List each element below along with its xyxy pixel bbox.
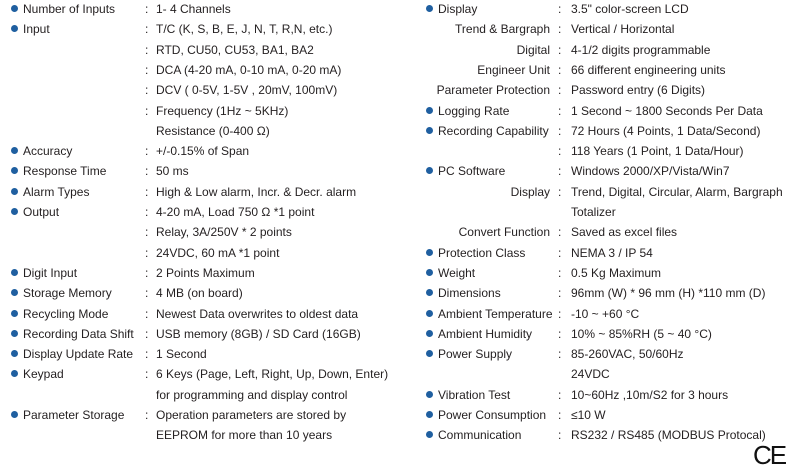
- spec-row: [426, 283, 792, 303]
- spec-label: Digital: [516, 42, 550, 57]
- bullet-icon: [11, 330, 18, 337]
- spec-row: [426, 80, 792, 100]
- spec-label: Recycling Mode: [23, 306, 109, 321]
- spec-label: Keypad: [23, 367, 64, 382]
- spec-value: 85-260VAC, 50/60Hz: [571, 347, 684, 362]
- spec-row: [11, 161, 411, 181]
- colon-separator: :: [558, 408, 562, 422]
- bullet-icon: [426, 411, 433, 418]
- bullet-icon: [426, 167, 433, 174]
- spec-value: Saved as excel files: [571, 225, 678, 240]
- bullet-icon: [426, 391, 433, 398]
- bullet-icon: [11, 5, 18, 12]
- spec-label: Logging Rate: [438, 103, 510, 118]
- spec-label: Input: [23, 22, 50, 37]
- bullet-icon: [11, 310, 18, 317]
- spec-row: [426, 182, 792, 202]
- colon-separator: :: [558, 245, 562, 260]
- spec-value: Password entry (6 Digits): [571, 83, 706, 98]
- spec-row: [426, 304, 792, 324]
- bullet-icon: [11, 147, 18, 154]
- bullet-icon: [11, 350, 18, 357]
- colon-separator: :: [145, 286, 149, 301]
- spec-value: DCV ( 0-5V, 1-5V , 20mV, 100mV): [156, 83, 338, 98]
- spec-value: 72 Hours (4 Points, 1 Data/Second): [571, 123, 761, 138]
- spec-row: [426, 364, 792, 384]
- spec-label: Display: [438, 2, 478, 16]
- colon-separator: :: [145, 103, 149, 118]
- colon-separator: :: [558, 164, 562, 179]
- colon-separator: :: [145, 2, 149, 16]
- colon-separator: :: [558, 286, 562, 301]
- bullet-icon: [11, 208, 18, 215]
- bullet-icon: [11, 370, 18, 377]
- spec-row: [11, 202, 411, 222]
- spec-row: [11, 182, 411, 202]
- spec-label: Alarm Types: [23, 184, 90, 199]
- colon-separator: :: [558, 123, 562, 138]
- spec-row: [11, 364, 411, 384]
- spec-value: 6 Keys (Page, Left, Right, Up, Down, Enter): [156, 367, 389, 382]
- spec-row: [426, 405, 792, 425]
- colon-separator: :: [145, 62, 149, 77]
- spec-row: [426, 141, 792, 161]
- spec-row: [426, 324, 792, 344]
- colon-separator: :: [145, 205, 149, 219]
- spec-value: ≤10 W: [571, 408, 606, 422]
- spec-value: 10% ~ 85%RH (5 ~ 40 °C): [571, 326, 712, 341]
- bullet-icon: [11, 289, 18, 296]
- colon-separator: :: [145, 83, 149, 98]
- spec-row: [426, 40, 792, 60]
- spec-row: [426, 202, 792, 222]
- spec-value: 4-1/2 digits programmable: [571, 42, 711, 57]
- spec-value: -10 ~ +60 °C: [571, 306, 640, 321]
- colon-separator: :: [558, 306, 562, 321]
- spec-label: Dimensions: [438, 286, 501, 301]
- spec-value: 118 Years (1 Point, 1 Data/Hour): [571, 144, 744, 159]
- bullet-icon: [426, 310, 433, 317]
- spec-label: Convert Function: [458, 225, 550, 240]
- spec-label: Output: [23, 205, 60, 219]
- spec-row: [426, 344, 792, 364]
- bullet-icon: [426, 431, 433, 438]
- spec-label: Display Update Rate: [23, 347, 134, 362]
- spec-label: Communication: [438, 428, 522, 443]
- colon-separator: :: [558, 265, 562, 280]
- spec-row: [426, 243, 792, 263]
- colon-separator: :: [145, 144, 149, 159]
- colon-separator: :: [558, 144, 562, 159]
- spec-row: [426, 19, 792, 39]
- spec-row: [426, 161, 792, 181]
- spec-label: PC Software: [438, 164, 506, 179]
- spec-label: Vibration Test: [438, 387, 511, 402]
- spec-value: DCA (4-20 mA, 0-10 mA, 0-20 mA): [156, 62, 342, 77]
- colon-separator: :: [145, 347, 149, 362]
- spec-row: [11, 121, 411, 141]
- spec-value: High & Low alarm, Incr. & Decr. alarm: [156, 184, 357, 199]
- bullet-icon: [426, 330, 433, 337]
- spec-label: Power Supply: [438, 347, 513, 362]
- spec-row: [11, 60, 411, 80]
- bullet-icon: [426, 269, 433, 276]
- spec-row: [11, 141, 411, 161]
- spec-row: [426, 385, 792, 405]
- spec-row: [11, 80, 411, 100]
- spec-value: 96mm (W) * 96 mm (H) *110 mm (D): [571, 286, 766, 301]
- spec-value: EEPROM for more than 10 years: [156, 428, 333, 443]
- colon-separator: :: [145, 22, 149, 37]
- spec-row: [11, 0, 411, 19]
- colon-separator: :: [145, 265, 149, 280]
- spec-value: Frequency (1Hz ~ 5KHz): [156, 103, 289, 118]
- spec-label: Number of Inputs: [23, 2, 116, 16]
- spec-label: Engineer Unit: [477, 62, 550, 77]
- bullet-icon: [426, 350, 433, 357]
- spec-label: Accuracy: [23, 144, 73, 159]
- colon-separator: :: [558, 184, 562, 199]
- spec-value: NEMA 3 / IP 54: [571, 245, 653, 260]
- bullet-icon: [11, 411, 18, 418]
- spec-value: Operation parameters are stored by: [156, 408, 347, 422]
- spec-value: 3.5" color-screen LCD: [571, 2, 689, 16]
- spec-row: [11, 263, 411, 283]
- spec-label: Ambient Temperature: [438, 306, 553, 321]
- colon-separator: :: [145, 245, 149, 260]
- spec-value: 10~60Hz ,10m/S2 for 3 hours: [571, 387, 729, 402]
- spec-row: [426, 263, 792, 283]
- spec-value: Resistance (0-400 Ω): [156, 123, 270, 138]
- spec-value: 4-20 mA, Load 750 Ω *1 point: [156, 205, 315, 219]
- spec-label: Storage Memory: [23, 286, 112, 301]
- spec-row: [426, 121, 792, 141]
- spec-row: [11, 344, 411, 364]
- spec-value: 50 ms: [156, 164, 189, 179]
- spec-value: Trend, Digital, Circular, Alarm, Bargraph: [571, 184, 783, 199]
- spec-row: [11, 425, 411, 445]
- spec-row: [11, 19, 411, 39]
- colon-separator: :: [558, 83, 562, 98]
- spec-row: [11, 283, 411, 303]
- spec-label: Parameter Protection: [436, 83, 550, 98]
- colon-separator: :: [558, 103, 562, 118]
- colon-separator: :: [558, 347, 562, 362]
- spec-row: [426, 425, 792, 445]
- spec-row: [11, 101, 411, 121]
- spec-value: Totalizer: [571, 205, 616, 219]
- spec-label: Recording Data Shift: [23, 326, 134, 341]
- spec-value: 1 Second: [156, 347, 207, 362]
- bullet-icon: [426, 5, 433, 12]
- colon-separator: :: [145, 164, 149, 179]
- bullet-icon: [11, 25, 18, 32]
- bullet-icon: [426, 107, 433, 114]
- colon-separator: :: [558, 326, 562, 341]
- colon-separator: :: [145, 326, 149, 341]
- spec-label: Ambient Humidity: [438, 326, 533, 341]
- spec-value: USB memory (8GB) / SD Card (16GB): [156, 326, 361, 341]
- spec-value: 24VDC, 60 mA *1 point: [156, 245, 280, 260]
- spec-value: Relay, 3A/250V * 2 points: [156, 225, 292, 240]
- spec-value: 66 different engineering units: [571, 62, 726, 77]
- spec-value: 24VDC: [571, 367, 610, 382]
- spec-label: Display: [510, 184, 550, 199]
- spec-value: 1- 4 Channels: [156, 2, 231, 16]
- bullet-icon: [11, 269, 18, 276]
- colon-separator: :: [145, 184, 149, 199]
- spec-label: Weight: [438, 265, 476, 280]
- spec-value: 1 Second ~ 1800 Seconds Per Data: [571, 103, 763, 118]
- colon-separator: :: [558, 428, 562, 443]
- spec-value: Windows 2000/XP/Vista/Win7: [571, 164, 730, 179]
- spec-row: [11, 405, 411, 425]
- spec-row: [11, 385, 411, 405]
- spec-row: [426, 60, 792, 80]
- colon-separator: :: [145, 225, 149, 240]
- colon-separator: :: [145, 367, 149, 382]
- spec-value: RTD, CU50, CU53, BA1, BA2: [156, 42, 314, 57]
- bullet-icon: [426, 249, 433, 256]
- colon-separator: :: [558, 387, 562, 402]
- spec-row: [11, 304, 411, 324]
- spec-label: Trend & Bargraph: [455, 22, 550, 37]
- spec-row: [426, 101, 792, 121]
- spec-row: [11, 324, 411, 344]
- bullet-icon: [426, 289, 433, 296]
- colon-separator: :: [558, 42, 562, 57]
- spec-label: Recording Capability: [438, 123, 549, 138]
- colon-separator: :: [145, 306, 149, 321]
- spec-row: [11, 40, 411, 60]
- spec-row: [426, 222, 792, 242]
- bullet-icon: [11, 188, 18, 195]
- spec-label: Response Time: [23, 164, 107, 179]
- colon-separator: :: [145, 42, 149, 57]
- spec-row: [11, 243, 411, 263]
- spec-value: 0.5 Kg Maximum: [571, 265, 662, 280]
- spec-value: RS232 / RS485 (MODBUS Protocal): [571, 428, 766, 443]
- spec-value: Newest Data overwrites to oldest data: [156, 306, 359, 321]
- colon-separator: :: [558, 62, 562, 77]
- bullet-icon: [426, 127, 433, 134]
- colon-separator: :: [558, 22, 562, 37]
- spec-value: 2 Points Maximum: [156, 265, 255, 280]
- ce-mark: CE: [753, 440, 786, 470]
- spec-value: +/-0.15% of Span: [156, 144, 250, 159]
- spec-label: Digit Input: [23, 265, 78, 280]
- colon-separator: :: [558, 2, 562, 16]
- bullet-icon: [11, 167, 18, 174]
- spec-value: for programming and display control: [156, 387, 348, 402]
- colon-separator: :: [145, 408, 149, 422]
- spec-row: [426, 0, 792, 19]
- spec-label: Power Consumption: [438, 408, 547, 422]
- spec-value: T/C (K, S, B, E, J, N, T, R,N, etc.): [156, 22, 333, 37]
- spec-value: 4 MB (on board): [156, 286, 243, 301]
- colon-separator: :: [558, 225, 562, 240]
- spec-row: [11, 222, 411, 242]
- spec-label: Protection Class: [438, 245, 526, 260]
- spec-value: Vertical / Horizontal: [571, 22, 675, 37]
- spec-label: Parameter Storage: [23, 408, 125, 422]
